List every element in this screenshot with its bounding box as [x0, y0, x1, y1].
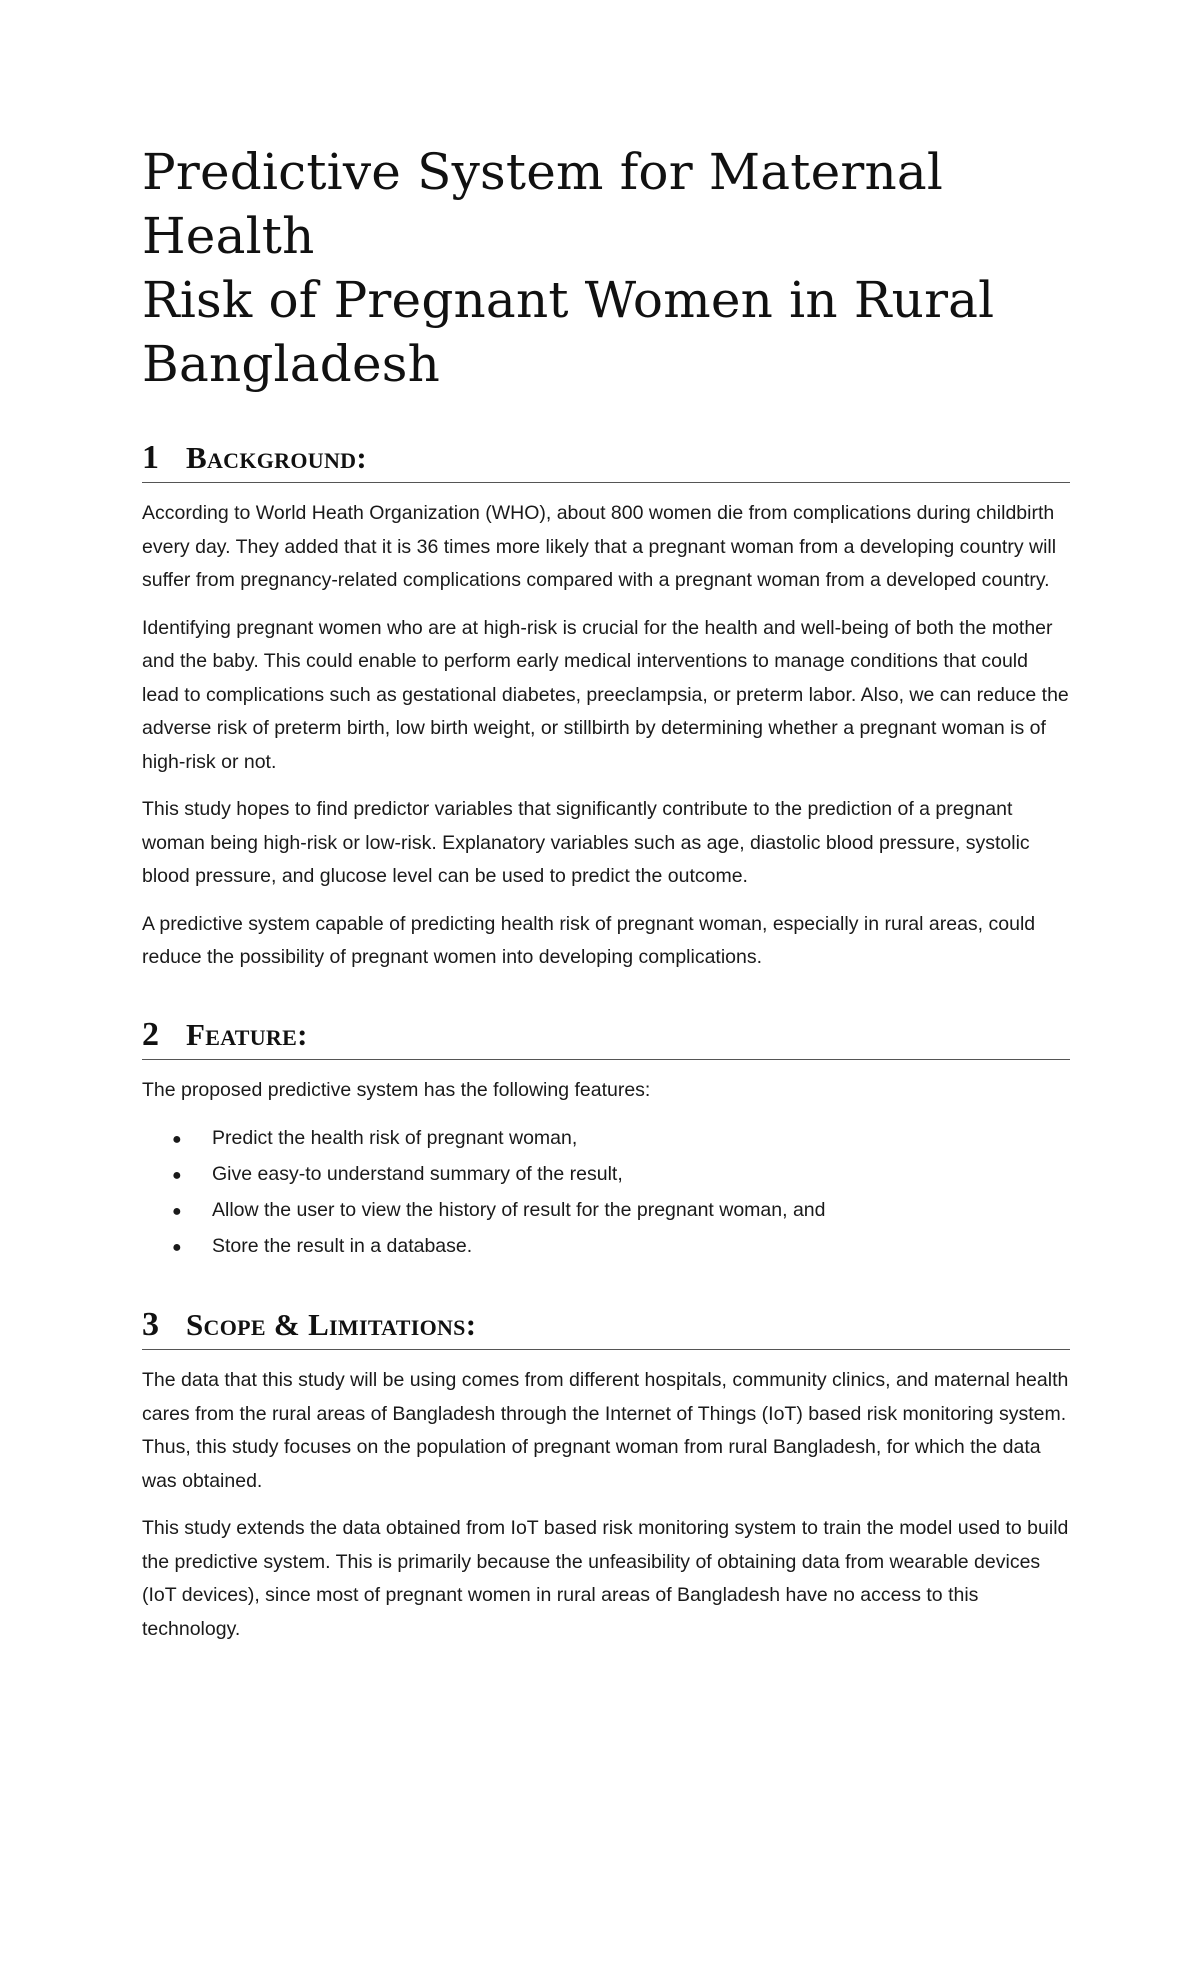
section-number: 3 — [142, 1306, 159, 1343]
list-item-text: Give easy-to understand summary of the result, — [212, 1163, 623, 1185]
title-line: Bangladesh — [142, 335, 441, 393]
list-item — [172, 1229, 1070, 1265]
list-item-text: Allow the user to view the history of result for the pregnant woman, and — [212, 1199, 826, 1221]
document-page — [142, 140, 1070, 1646]
section-title: Background: — [186, 440, 367, 475]
paragraph: This study hopes to find predictor variables that significantly contribute to the prediction of a pregnant woman being high-risk or low-risk. Explanatory variables such as age, diastolic blood pressure, systolic blood pressure, and glucose level can be used to predict the outcome. — [142, 798, 1030, 887]
list-item-text: Predict the health risk of pregnant woman, — [212, 1127, 578, 1149]
section-feature — [142, 1017, 1070, 1266]
list-item — [172, 1121, 1070, 1157]
section-heading — [142, 440, 1070, 483]
section-title: Feature: — [186, 1016, 308, 1052]
title-line: Risk of Pregnant Women in Rural — [142, 271, 995, 329]
paragraph: The data that this study will be using comes from different hospitals, community clinics, and maternal health cares from the rural areas of Bangladesh through the Internet of Things (IoT) based risk monitoring system. Thus, this study focuses on the population of pregnant woman from rural Bangladesh, for which the data was obtained. — [142, 1369, 1069, 1492]
bullet-icon: ● — [172, 1167, 182, 1184]
section-scope-limitations — [142, 1307, 1070, 1646]
list-item — [172, 1157, 1070, 1193]
paragraph: According to World Heath Organization (WHO), about 800 women die from complications during childbirth every day. They added that it is 36 times more likely that a pregnant woman from a developing country will suffer from pregnancy-related complications compared with a pregnant woman from a developed country. — [142, 502, 1057, 591]
list-item-text: Store the result in a database. — [212, 1235, 473, 1257]
paragraph: Identifying pregnant women who are at high-risk is crucial for the health and well-being of both the mother and the baby. This could enable to perform early medical interventions to manage conditions that could lead to complications such as gestational diabetes, preeclampsia, or preterm labor. Also, we can reduce the adverse risk of preterm birth, low birth weight, or stillbirth by determining whether a pregnant woman is of high-risk or not. — [142, 616, 1069, 773]
bullet-icon: ● — [172, 1239, 182, 1256]
title-line: Predictive System for Maternal Health — [142, 143, 944, 265]
section-heading — [142, 1307, 1070, 1350]
bullet-icon: ● — [172, 1203, 182, 1220]
section-number: 1 — [142, 439, 159, 476]
paragraph: A predictive system capable of predicting health risk of pregnant woman, especially in rural areas, could reduce the possibility of pregnant women into developing complications. — [142, 912, 1036, 968]
section-body — [142, 1364, 1070, 1646]
feature-list — [142, 1121, 1070, 1265]
section-body — [142, 1074, 1070, 1266]
list-item — [172, 1193, 1070, 1229]
paragraph: The proposed predictive system has the following features: — [142, 1078, 651, 1101]
paragraph: This study extends the data obtained from IoT based risk monitoring system to train the model used to build the predictive system. This is primarily because the unfeasibility of obtaining data from wearable devices (IoT devices), since most of pregnant women in rural areas of Bangladesh have no access to this technology. — [142, 1517, 1069, 1640]
section-title: Scope & Limitations: — [186, 1307, 477, 1342]
section-background — [142, 440, 1070, 975]
section-number: 2 — [142, 1015, 159, 1053]
section-body — [142, 497, 1070, 975]
document-title — [142, 140, 1070, 396]
section-heading — [142, 1017, 1070, 1060]
bullet-icon: ● — [172, 1131, 182, 1148]
